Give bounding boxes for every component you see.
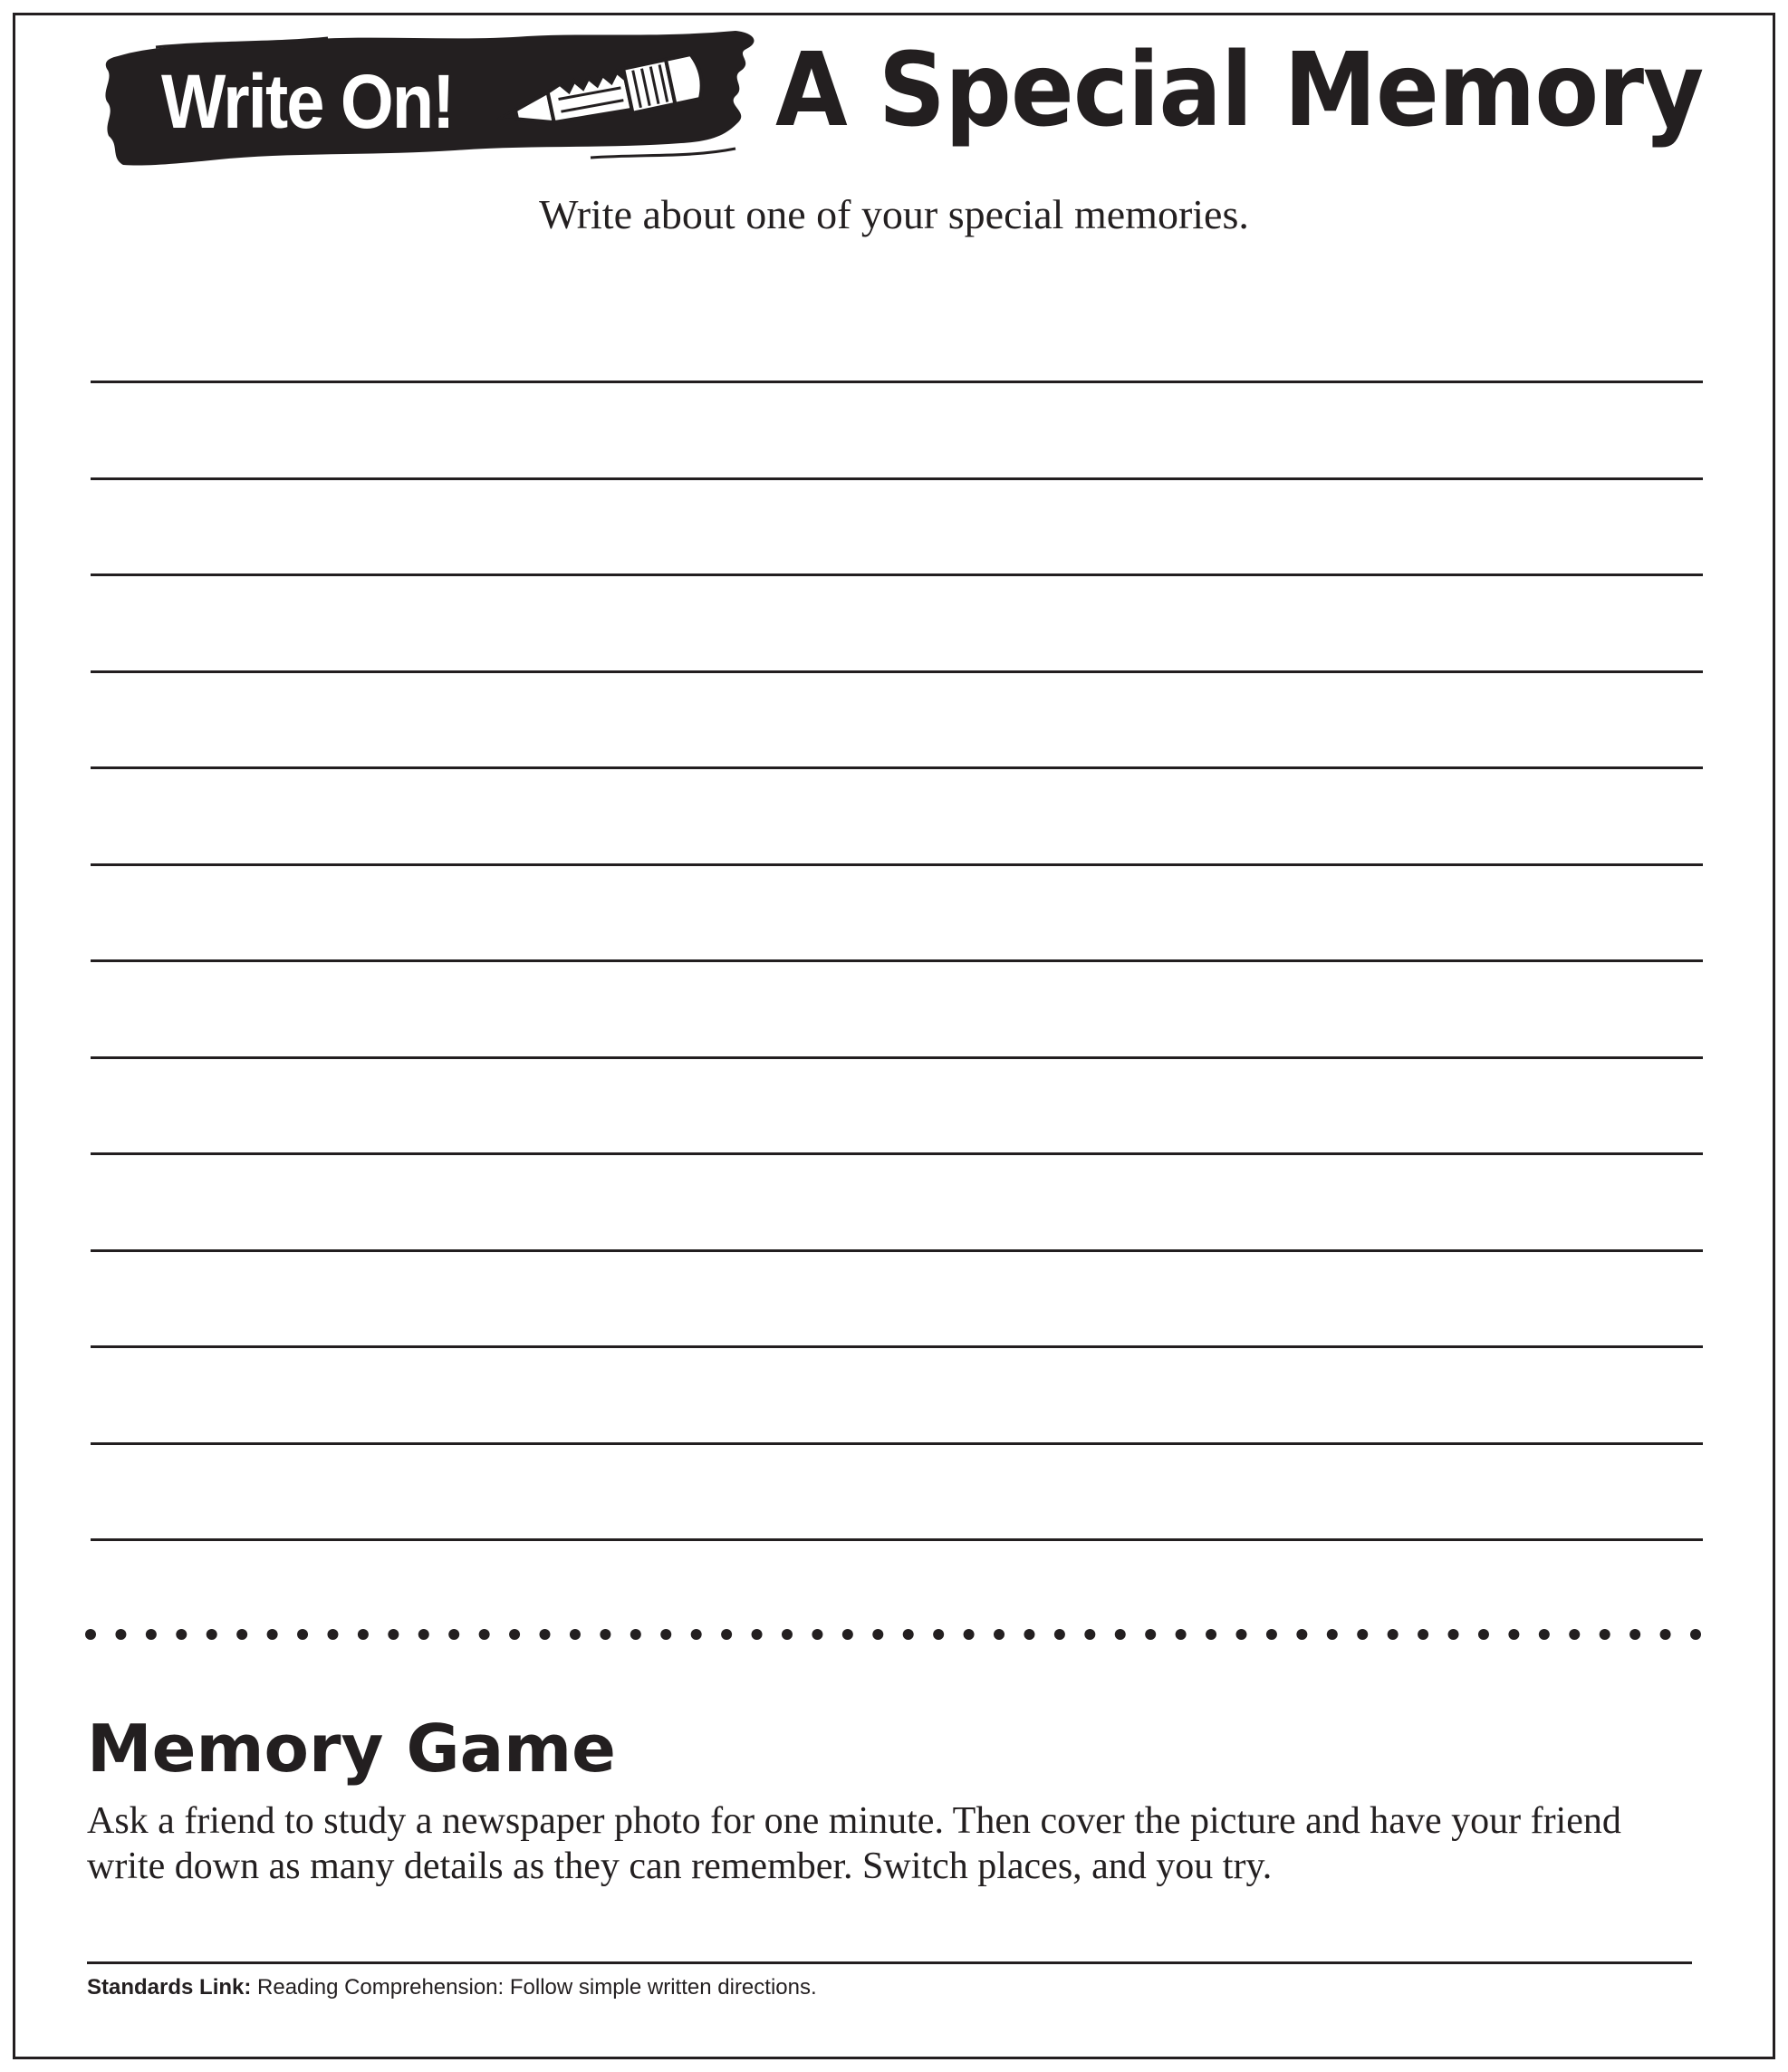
writing-line[interactable] xyxy=(91,959,1703,962)
writing-line[interactable] xyxy=(91,1152,1703,1155)
standards-link-label: Standards Link: xyxy=(87,1975,252,2000)
writing-line[interactable] xyxy=(91,381,1703,383)
footer-rule xyxy=(87,1961,1692,1964)
writing-line[interactable] xyxy=(91,1056,1703,1059)
writing-line[interactable] xyxy=(91,573,1703,576)
writing-line[interactable] xyxy=(91,1249,1703,1252)
standards-link-text: Reading Comprehension: Follow simple written directions. xyxy=(251,1975,817,2000)
writing-area xyxy=(91,0,1703,1558)
writing-line[interactable] xyxy=(91,670,1703,673)
brand-logo-text: Write On! xyxy=(161,59,454,144)
standards-link xyxy=(87,1975,817,2000)
writing-line[interactable] xyxy=(91,1345,1703,1348)
writing-line[interactable] xyxy=(91,863,1703,866)
instruction-text: Write about one of your special memories. xyxy=(539,191,1249,237)
page-title: A Special Memory xyxy=(775,32,1704,149)
dotted-divider xyxy=(85,1625,1716,1643)
writing-line[interactable] xyxy=(91,477,1703,480)
memory-game-heading: Memory Game xyxy=(87,1711,617,1787)
memory-game-body: Ask a friend to study a newspaper photo for one minute. Then cover the picture and have your friend write down as many details as they can remember. Switch places, and you try. xyxy=(87,1800,1621,1887)
writing-line[interactable] xyxy=(91,1442,1703,1445)
writing-line[interactable] xyxy=(91,766,1703,769)
writing-line[interactable] xyxy=(91,1538,1703,1541)
